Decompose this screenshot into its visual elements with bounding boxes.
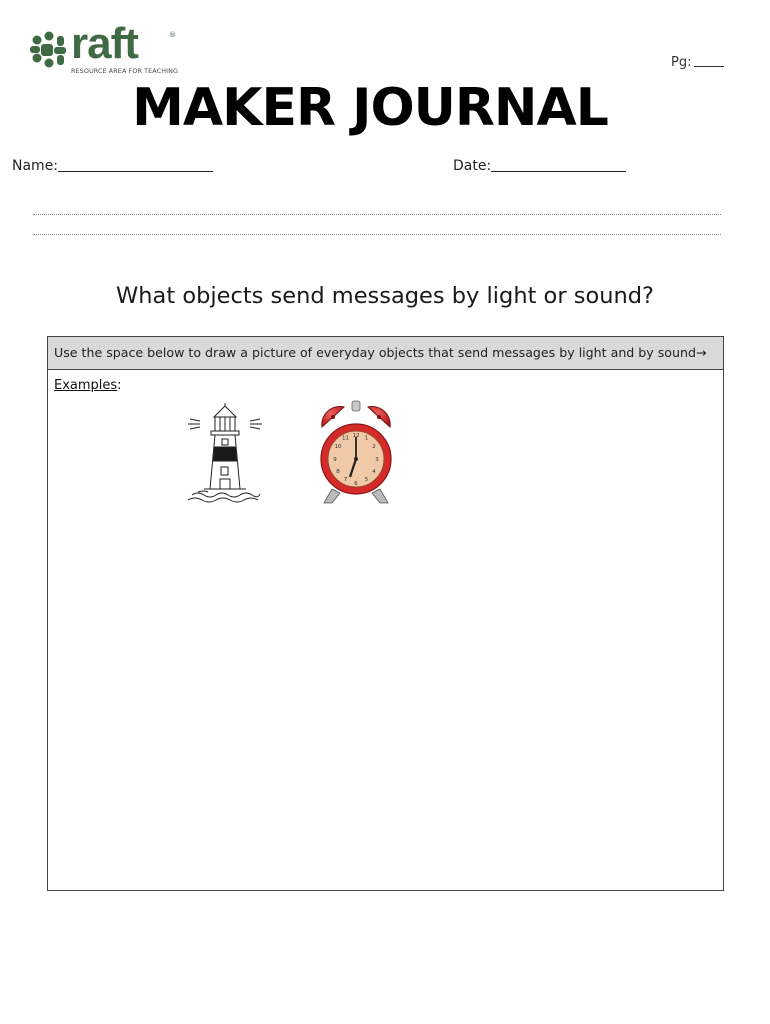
hands-logo-icon <box>27 30 71 70</box>
instruction-header: Use the space below to draw a picture of everyday objects that send messages by light and by sound→ <box>48 337 723 370</box>
name-label: Name: <box>12 158 59 174</box>
alarm-clock-icon <box>318 399 394 507</box>
prompt-question: What objects send messages by light or sound? <box>116 283 654 309</box>
clock-number: 12 <box>352 433 360 439</box>
clock-number: 2 <box>372 444 376 450</box>
clock-number: 5 <box>364 477 369 483</box>
date-field <box>453 158 626 174</box>
clock-number: 11 <box>342 435 349 442</box>
clock-number: 6 <box>354 481 358 487</box>
lighthouse-icon <box>186 403 264 503</box>
registered-mark: ® <box>169 31 176 39</box>
name-blank[interactable] <box>58 158 213 172</box>
raft-logo <box>27 19 187 76</box>
writing-line <box>33 234 721 235</box>
writing-line <box>33 214 721 215</box>
page-title: MAKER JOURNAL <box>132 78 608 138</box>
logo-wordmark: raft <box>71 19 138 68</box>
clock-number: 1 <box>364 435 369 442</box>
page-number-field <box>671 54 724 70</box>
clock-number: 3 <box>375 457 379 463</box>
clock-number: 8 <box>336 469 340 475</box>
name-field <box>12 158 213 174</box>
page-number-label: Pg: <box>671 55 692 70</box>
clock-number: 7 <box>343 477 348 483</box>
clock-number: 9 <box>333 457 337 463</box>
page-number-blank[interactable] <box>694 54 724 67</box>
clock-number: 4 <box>372 469 376 475</box>
date-blank[interactable] <box>491 158 626 172</box>
examples-colon: : <box>117 378 122 393</box>
examples-label <box>54 378 122 393</box>
examples-text: Examples <box>54 378 118 393</box>
logo-tagline: RESOURCE AREA FOR TEACHING <box>71 67 179 75</box>
drawing-area[interactable] <box>47 336 724 891</box>
clock-number: 10 <box>334 444 342 450</box>
date-label: Date: <box>453 158 492 174</box>
